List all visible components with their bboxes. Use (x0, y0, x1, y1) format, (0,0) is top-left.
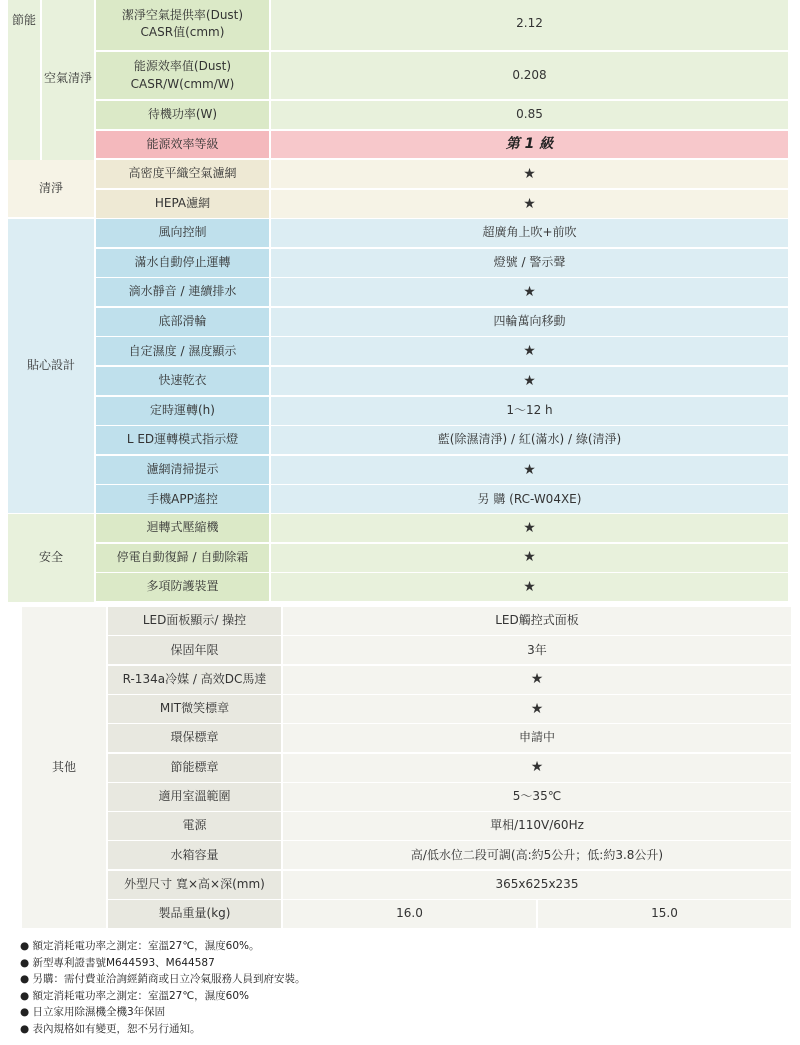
other-value-1: 3年 (283, 636, 793, 666)
category-clean: 清淨 (8, 160, 96, 219)
other-label-1: 保固年限 (108, 636, 283, 666)
safety-label-1: 停電自動復歸 / 自動除霜 (96, 544, 271, 574)
footnotes (20, 938, 306, 1037)
energy-value-0: 2.12 (271, 0, 790, 52)
energy-label-3: 能源效率等級 (96, 131, 271, 160)
other-label-7: 電源 (108, 812, 283, 842)
other-value-3: ★ (283, 695, 793, 725)
energy-value-1: 0.208 (271, 52, 790, 101)
category-design: 貼心設計 (8, 219, 96, 515)
design-label-9: 手機APP遙控 (96, 485, 271, 515)
other-label-9: 外型尺寸 寬×高×深(mm) (108, 871, 283, 901)
safety-value-1: ★ (271, 544, 790, 574)
design-label-1: 滿水自動停止運轉 (96, 249, 271, 279)
footnote-item: ● 日立家用除濕機全機3年保固 (20, 1006, 166, 1018)
category-other: 其他 (22, 607, 108, 930)
clean-value-0: ★ (271, 160, 790, 190)
design-value-6: 1～12 h (271, 397, 790, 427)
energy-value-3: 第 1 級 (271, 131, 790, 160)
energy-label-2: 待機功率(W) (96, 101, 271, 131)
other-value-2: ★ (283, 666, 793, 696)
clean-label-1: HEPA濾網 (96, 190, 271, 220)
clean-label-0: 高密度平織空氣濾網 (96, 160, 271, 190)
other-value-8: 高/低水位二段可調(高:約5公升；低:約3.8公升) (283, 841, 793, 871)
safety-value-0: ★ (271, 514, 790, 544)
design-label-3: 底部滑輪 (96, 308, 271, 338)
design-value-8: ★ (271, 456, 790, 486)
design-value-4: ★ (271, 337, 790, 367)
other-value-7: 單相/110V/60Hz (283, 812, 793, 842)
design-label-0: 風向控制 (96, 219, 271, 249)
safety-value-2: ★ (271, 573, 790, 603)
footnote-item: ● 表內規格如有變更，恕不另行通知。 (20, 1022, 201, 1035)
energy-value-2: 0.85 (271, 101, 790, 131)
category-safety: 安全 (8, 514, 96, 604)
footnote-item: ● 額定消耗電功率之測定：室溫27℃，濕度60%。 (20, 940, 260, 952)
other-label-2: R-134a冷媒 / 高效DC馬達 (108, 666, 283, 696)
design-label-2: 滴水靜音 / 連續排水 (96, 278, 271, 308)
other-label-6: 適用室溫範圍 (108, 783, 283, 813)
other-value-5: ★ (283, 754, 793, 784)
design-value-1: 燈號 / 警示聲 (271, 249, 790, 279)
footnote-item: ● 額定消耗電功率之測定：室溫27℃，濕度60% (20, 989, 249, 1002)
design-value-0: 超廣角上吹+前吹 (271, 219, 790, 249)
safety-label-2: 多項防護裝置 (96, 573, 271, 603)
design-label-5: 快速乾衣 (96, 367, 271, 397)
category-air-purify: 空氣清淨 (42, 0, 96, 162)
other-label-8: 水箱容量 (108, 841, 283, 871)
design-value-3: 四輪萬向移動 (271, 308, 790, 338)
footnote-item: ● 新型專利證書號M644593、M644587 (20, 956, 215, 969)
weight-value-a: 16.0 (283, 900, 538, 930)
category-energy: 節能 (8, 0, 42, 162)
other-label-4: 環保標章 (108, 724, 283, 754)
footnote-item: ● 另購：需付費並洽詢經銷商或日立冷氣服務人員到府安裝。 (20, 973, 306, 985)
other-label-5: 節能標章 (108, 754, 283, 784)
energy-label-0: 潔淨空氣提供率(Dust) CASR值(cmm) (96, 0, 271, 52)
design-label-8: 濾網清掃提示 (96, 456, 271, 486)
other-value-4: 申請中 (283, 724, 793, 754)
other-value-0: LED觸控式面板 (283, 607, 793, 637)
clean-value-1: ★ (271, 190, 790, 220)
design-label-4: 自定濕度 / 濕度顯示 (96, 337, 271, 367)
design-label-7: L ED運轉模式指示燈 (96, 426, 271, 456)
energy-label-1: 能源效率值(Dust) CASR/W(cmm/W) (96, 52, 271, 101)
weight-value-b: 15.0 (538, 900, 793, 930)
design-value-5: ★ (271, 367, 790, 397)
design-value-2: ★ (271, 278, 790, 308)
other-label-3: MIT微笑標章 (108, 695, 283, 725)
other-label-0: LED面板顯示/ 操控 (108, 607, 283, 637)
safety-label-0: 迴轉式壓縮機 (96, 514, 271, 544)
design-value-9: 另 購 (RC-W04XE) (271, 485, 790, 515)
weight-label: 製品重量(kg) (108, 900, 283, 930)
design-value-7: 藍(除濕清淨) / 紅(滿水) / 綠(清淨) (271, 426, 790, 456)
other-value-6: 5～35℃ (283, 783, 793, 813)
other-value-9: 365x625x235 (283, 871, 793, 901)
design-label-6: 定時運轉(h) (96, 397, 271, 427)
